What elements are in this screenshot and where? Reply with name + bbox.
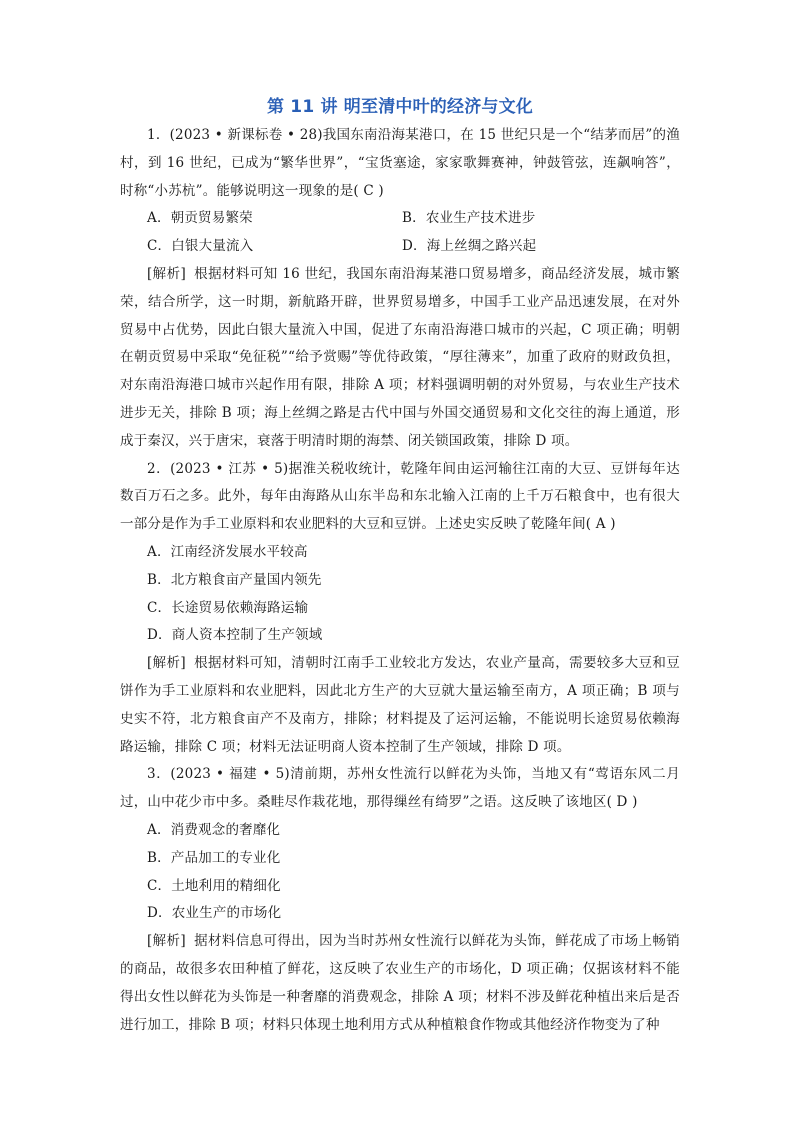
options-row <box>120 233 680 261</box>
option-c: C．白银大量流入 <box>147 238 254 255</box>
analysis-tag: [解析] <box>147 265 186 282</box>
option-d: D．商人资本控制了生产领域 <box>147 627 323 644</box>
option-d: D．海上丝绸之路兴起 <box>402 238 537 255</box>
analysis-paragraph <box>120 261 680 456</box>
question-stem: 1．(2023 • 新课标卷 • 28)我国东南沿海某港口，在 15 世纪只是一个“结茅而居”的渔村，到 16 世纪，已成为“繁华世界”，“宝货塞途，家家歌舞赛神，钟鼓管弦，连飙响答”，时称“小苏杭”。能够说明这一现象的是( C ) <box>120 127 680 199</box>
option-a: A．江南经济发展水平较高 <box>147 543 308 560</box>
analysis-paragraph <box>120 650 680 761</box>
question-stem: 2．(2023 • 江苏 • 5)据淮关税收统计，乾隆年间由运河输往江南的大豆、豆饼每年达数百万石之多。此外，每年由海路从山东半岛和东北输入江南的上千万石粮食中，也有很大一部分是作为手工业原料和农业肥料的大豆和豆饼。上述史实反映了乾隆年间( A ) <box>120 460 680 533</box>
option-c: C．土地利用的精细化 <box>147 877 281 894</box>
option-b: B．北方粮食亩产量国内领先 <box>147 571 322 588</box>
option-b: B．产品加工的专业化 <box>147 849 281 866</box>
analysis-text: 根据材料可知 16 世纪，我国东南沿海某港口贸易增多，商品经济发展，城市繁荣，结合所学，这一时期，新航路开辟，世界贸易增多，中国手工业产品迅速发展，在对外贸易中占优势，因此白银大量流入中国，促进了东南沿海港口城市的兴起，C 项正确；明朝在朝贡贸易中采取“免征税”“给予赏赐”等优待政策，“厚往薄来”，加重了政府的财政负担，对东南沿海港口城市兴起作用有限，排除 A 项；材料强调明朝的对外贸易，与农业生产技术进步无关，排除 B 项；海上丝绸之路是古代中国与外国交通贸易和文化交往的海上通道，形成于秦汉，兴于唐宋，衰落于明清时期的海禁、闭关锁国政策，排除 D 项。 <box>120 265 680 449</box>
analysis-text: 根据材料可知，清朝时江南手工业较北方发达，农业产量高，需要较多大豆和豆饼作为手工业原料和农业肥料，因此北方生产的大豆就大量运输至南方，A 项正确；B 项与史实不符，北方粮食亩产不及南方，排除；材料提及了运河运输，不能说明长途贸易依赖海路运输，排除 C 项；材料无法证明商人资本控制了生产领域，排除 D 项。 <box>120 655 680 755</box>
option-a: A．消费观念的奢靡化 <box>147 821 281 838</box>
option-c: C．长途贸易依赖海路运输 <box>147 599 309 616</box>
analysis-tag: [解析] <box>147 933 186 950</box>
question-3 <box>120 761 680 1039</box>
lesson-title: 第 11 讲 明至清中叶的经济与文化 <box>266 97 533 117</box>
question-1 <box>120 122 680 456</box>
analysis-text: 据材料信息可得出，因为当时苏州女性流行以鲜花为头饰，鲜花成了市场上畅销的商品，故很多农田种植了鲜花，这反映了农业生产的市场化，D 项正确；仅据该材料不能得出女性以鲜花为头饰是一种奢靡的消费观念，排除 A 项；材料不涉及鲜花种植出来后是否进行加工，排除 B 项；材料只体现土地利用方式从种植粮食作物或其他经济作物变为了种 <box>120 933 680 1033</box>
question-2 <box>120 456 680 762</box>
options-row <box>120 205 680 233</box>
document-page <box>120 96 680 1039</box>
option-a: A．朝贡贸易繁荣 <box>147 210 253 227</box>
question-stem: 3．(2023 • 福建 • 5)清前期，苏州女性流行以鲜花为头饰，当地又有“莺语东风二月过，山中花少市中多。桑畦尽作栽花地，那得缫丝有绮罗”之语。这反映了该地区( D ) <box>120 766 680 811</box>
option-d: D．农业生产的市场化 <box>147 905 282 922</box>
option-b: B．农业生产技术进步 <box>402 210 536 227</box>
analysis-paragraph <box>120 928 680 1039</box>
analysis-tag: [解析] <box>147 655 186 672</box>
